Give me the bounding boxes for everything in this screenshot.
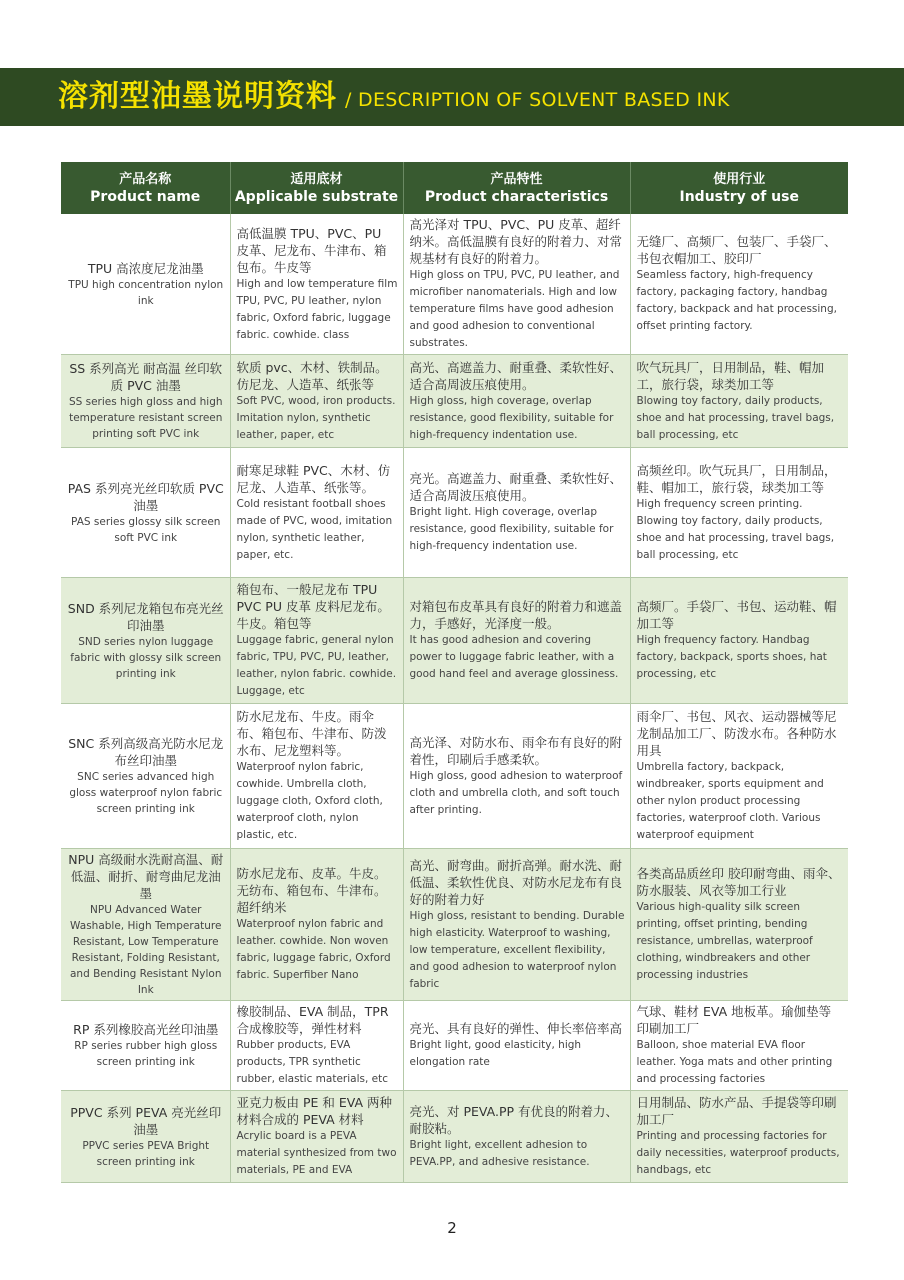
table-row [61, 704, 848, 849]
column-header-product-name: 产品名称 Product name [61, 162, 230, 214]
industry-cell: 无缝厂、高频厂、包装厂、手袋厂、书包衣帽加工、胶印厂 Seamless factory, high-frequency factory, packaging factory, handbag factory, backpack and hat processing, offset printing factory. [630, 214, 848, 355]
table-row [61, 849, 848, 1001]
table-row [61, 1091, 848, 1183]
characteristics-cell: 高光泽对 TPU、PVC、PU 皮革、超纤纳米。高低温膜有良好的附着力、对常规基材有良好的附着力。 High gloss on TPU, PVC, PU leather, and microfiber nanomaterials. High and low temperature films have good adhesion and good adhesion to conventional substrates. [403, 214, 630, 355]
product-name-cell: SS 系列高光 耐高温 丝印软质 PVC 油墨 SS series high gloss and high temperature resistant screen printing soft PVC ink [61, 355, 230, 448]
industry-cell: 各类高品质丝印 胶印耐弯曲、雨伞、防水服装、风衣等加工行业 Various high-quality silk screen printing, offset printing, bending resistance, umbrellas, waterproof clothing, windbreakers and other processing industries [630, 849, 848, 1001]
product-name-cell: RP 系列橡胶高光丝印油墨 RP series rubber high gloss screen printing ink [61, 1001, 230, 1091]
title-banner [0, 68, 904, 126]
substrate-cell: 箱包布、一般尼龙布 TPU PVC PU 皮革 皮料尼龙布。牛皮。箱包等 Luggage fabric, general nylon fabric, TPU, PVC, PU, leather, leather, nylon fabric. cowhide. Luggage, etc [230, 578, 403, 704]
page-title-en: / DESCRIPTION OF SOLVENT BASED INK [345, 88, 730, 111]
product-name-cell: PAS 系列亮光丝印软质 PVC 油墨 PAS series glossy silk screen soft PVC ink [61, 448, 230, 578]
industry-cell: 雨伞厂、书包、风衣、运动器械等尼龙制品加工厂、防泼水布。各种防水用具 Umbrella factory, backpack, windbreaker, sports equipment and other nylon product processing factories, waterproof cloth. Various waterproof equipment [630, 704, 848, 849]
table-row [61, 355, 848, 448]
table-row [61, 214, 848, 355]
product-name-cell: TPU 高浓度尼龙油墨 TPU high concentration nylon ink [61, 214, 230, 355]
characteristics-cell: 高光泽、对防水布、雨伞布有良好的附着性，印刷后手感柔软。 High gloss, good adhesion to waterproof cloth and umbrella cloth, and soft touch after printing. [403, 704, 630, 849]
characteristics-cell: 高光、高遮盖力、耐重叠、柔软性好、适合高周波压痕使用。 High gloss, high coverage, overlap resistance, good flexibility, suitable for high-frequency indentation use. [403, 355, 630, 448]
column-header-applicable-substrate: 适用底材 Applicable substrate [230, 162, 403, 214]
industry-cell: 高频丝印。吹气玩具厂，日用制品，鞋、帽加工，旅行袋，球类加工等 High frequency screen printing. Blowing toy factory, daily products, shoe and hat processing, travel bags, ball processing, etc [630, 448, 848, 578]
substrate-cell: 橡胶制品、EVA 制品，TPR 合成橡胶等，弹性材料 Rubber products, EVA products, TPR synthetic rubber, elastic materials, etc [230, 1001, 403, 1091]
substrate-cell: 亚克力板由 PE 和 EVA 两种材料合成的 PEVA 材料 Acrylic board is a PEVA material synthesized from two materials, PE and EVA [230, 1091, 403, 1183]
characteristics-cell: 亮光、对 PEVA.PP 有优良的附着力、耐胶粘。 Bright light, excellent adhesion to PEVA.PP, and adhesive resistance. [403, 1091, 630, 1183]
page-title-zh: 溶剂型油墨说明资料 [58, 79, 337, 114]
column-header-industry-of-use: 使用行业 Industry of use [630, 162, 848, 214]
industry-cell: 高频厂。手袋厂、书包、运动鞋、帽加工等 High frequency factory. Handbag factory, backpack, sports shoes, hat processing, etc [630, 578, 848, 704]
industry-cell: 吹气玩具厂，日用制品，鞋、帽加工，旅行袋，球类加工等 Blowing toy factory, daily products, shoe and hat processing, travel bags, ball processing, etc [630, 355, 848, 448]
page-number: 2 [447, 1219, 457, 1237]
characteristics-cell: 对箱包布皮革具有良好的附着力和遮盖力，手感好，光泽度一般。 It has good adhesion and covering power to luggage fabric leather, with a good hand feel and average glossiness. [403, 578, 630, 704]
substrate-cell: 软质 pvc、木材、铁制品。仿尼龙、人造革、纸张等 Soft PVC, wood, iron products. Imitation nylon, synthetic leather, paper, etc [230, 355, 403, 448]
characteristics-cell: 亮光、具有良好的弹性、伸长率倍率高 Bright light, good elasticity, high elongation rate [403, 1001, 630, 1091]
ink-description-table [61, 162, 848, 1183]
industry-cell: 气球、鞋材 EVA 地板革。瑜伽垫等印刷加工厂 Balloon, shoe material EVA floor leather. Yoga mats and other printing and processing factories [630, 1001, 848, 1091]
table-row [61, 1001, 848, 1091]
characteristics-cell: 高光、耐弯曲。耐折高弹。耐水洗、耐低温、柔软性优良、对防水尼龙布有良好的附着力好 High gloss, resistant to bending. Durable high elasticity. Waterproof to washing, low temperature, excellent flexibility, and good adhesion to waterproof nylon fabric [403, 849, 630, 1001]
column-header-product-characteristics: 产品特性 Product characteristics [403, 162, 630, 214]
characteristics-cell: 亮光。高遮盖力、耐重叠、柔软性好、适合高周波压痕使用。 Bright light. High coverage, overlap resistance, good flexibility, suitable for high-frequency indentation use. [403, 448, 630, 578]
substrate-cell: 防水尼龙布、皮革。牛皮。无纺布、箱包布、牛津布。超纤纳米 Waterproof nylon fabric and leather. cowhide. Non woven fabric, luggage fabric, Oxford fabric. Superfiber Nano [230, 849, 403, 1001]
substrate-cell: 耐寒足球鞋 PVC、木材、仿尼龙、人造革、纸张等。 Cold resistant football shoes made of PVC, wood, imitation nylon, synthetic leather, paper, etc. [230, 448, 403, 578]
table-row [61, 578, 848, 704]
product-name-cell: SND 系列尼龙箱包布亮光丝印油墨 SND series nylon luggage fabric with glossy silk screen printing ink [61, 578, 230, 704]
product-name-cell: SNC 系列高级高光防水尼龙布丝印油墨 SNC series advanced high gloss waterproof nylon fabric screen printing ink [61, 704, 230, 849]
product-name-cell: NPU 高级耐水洗耐高温、耐低温、耐折、耐弯曲尼龙油墨 NPU Advanced Water Washable, High Temperature Resistant, Low Temperature Resistant, Folding Resistant, and Bending Resistant Nylon Ink [61, 849, 230, 1001]
substrate-cell: 高低温膜 TPU、PVC、PU 皮革、尼龙布、牛津布、箱包布。牛皮等 High and low temperature film TPU, PVC, PU leather, nylon fabric, Oxford fabric, luggage fabric. cowhide. class [230, 214, 403, 355]
table-header-row [61, 162, 848, 214]
table-row [61, 448, 848, 578]
product-name-cell: PPVC 系列 PEVA 亮光丝印油墨 PPVC series PEVA Bright screen printing ink [61, 1091, 230, 1183]
industry-cell: 日用制品、防水产品、手提袋等印刷加工厂 Printing and processing factories for daily necessities, waterproof products, handbags, etc [630, 1091, 848, 1183]
substrate-cell: 防水尼龙布、牛皮。雨伞布、箱包布、牛津布、防泼水布、尼龙塑料等。 Waterproof nylon fabric, cowhide. Umbrella cloth, luggage cloth, Oxford cloth, waterproof cloth, nylon plastic, etc. [230, 704, 403, 849]
